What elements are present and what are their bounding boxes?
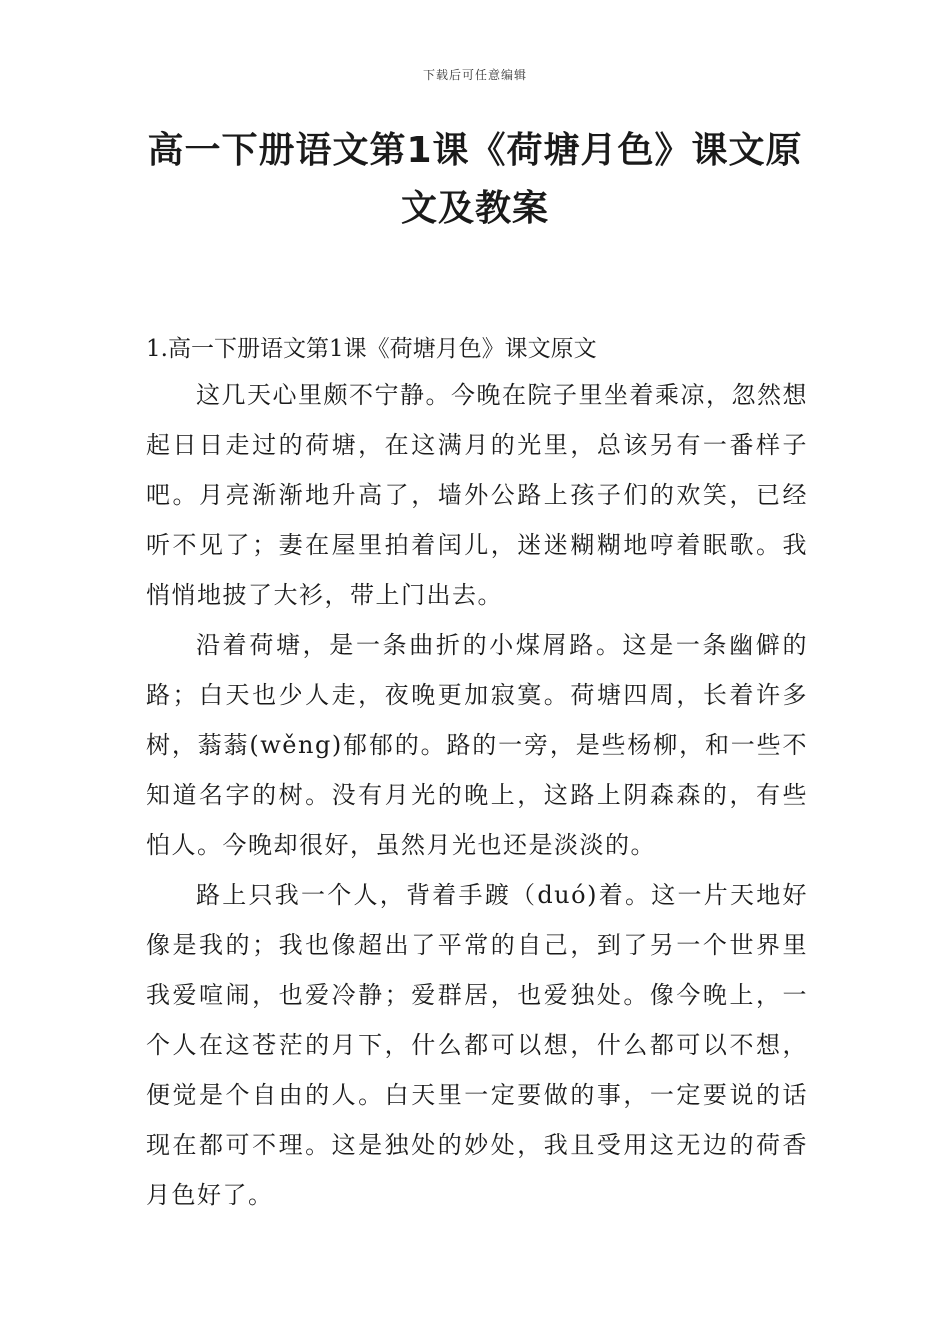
document-body bbox=[146, 328, 808, 1220]
paragraph-3: 路上只我一个人，背着手踱（duó)着。这一片天地好像是我的；我也像超出了平常的自己，到了另一个世界里我爱喧闹，也爱冷静；爱群居，也爱独处。像今晚上，一个人在这苍茫的月下，什么都可以想，什么都可以不想，便觉是个自由的人。白天里一定要做的事，一定要说的话现在都可不理。这是独处的妙处，我且受用这无边的荷香月色好了。 bbox=[146, 881, 808, 1209]
header-note: 下载后可任意编辑 bbox=[422, 68, 527, 82]
section-heading: 1.高一下册语文第1课《荷塘月色》课文原文 bbox=[146, 336, 597, 362]
document-title: 高一下册语文第1课《荷塘月色》课文原文及教案 bbox=[147, 130, 803, 229]
paragraph-1: 这几天心里颇不宁静。今晚在院子里坐着乘凉，忽然想起日日走过的荷塘，在这满月的光里，总该另有一番样子吧。月亮渐渐地升高了，墙外公路上孩子们的欢笑，已经听不见了；妻在屋里拍着闰儿，迷迷糊糊地哼着眠歌。我悄悄地披了大衫，带上门出去。 bbox=[146, 381, 808, 609]
paragraph-2: 沿着荷塘，是一条曲折的小煤屑路。这是一条幽僻的路；白天也少人走，夜晚更加寂寞。荷塘四周，长着许多树，蓊蓊(wěng)郁郁的。路的一旁，是些杨柳，和一些不知道名字的树。没有月光的晚上，这路上阴森森的，有些怕人。今晚却很好，虽然月光也还是淡淡的。 bbox=[146, 631, 808, 859]
